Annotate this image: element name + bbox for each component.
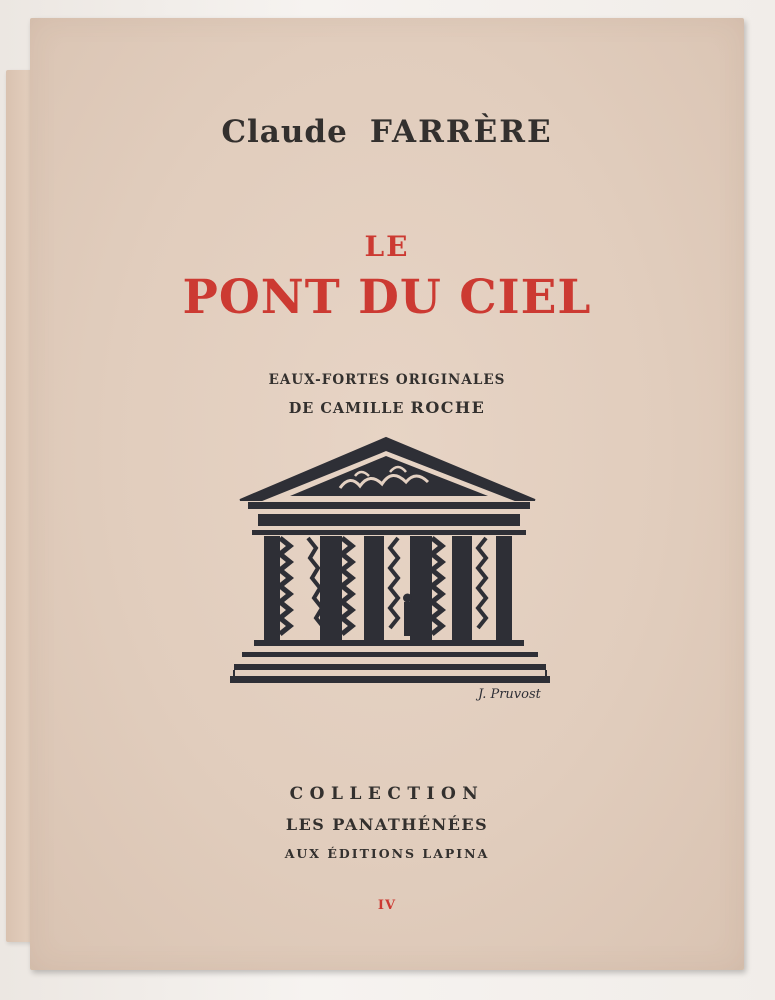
book-cover bbox=[30, 18, 744, 970]
title-article: LE bbox=[364, 230, 410, 263]
subtitle-line-1: EAUX-FORTES ORIGINALES bbox=[268, 372, 506, 388]
volume-number: IV bbox=[377, 898, 397, 913]
subtitle-prefix: DE CAMILLE bbox=[288, 400, 405, 417]
subtitle-line-2 bbox=[30, 398, 744, 417]
author-name bbox=[30, 114, 744, 150]
collection-name: LES PANATHÉNÉES bbox=[285, 815, 489, 834]
illustration-signature: J. Pruvost bbox=[478, 687, 541, 702]
publisher-line: AUX ÉDITIONS LAPINA bbox=[284, 846, 490, 861]
temple-illustration bbox=[230, 426, 570, 706]
book-title: PONT DU CIEL bbox=[182, 270, 592, 325]
author-first-name: Claude bbox=[221, 114, 348, 150]
collection-label: COLLECTION bbox=[289, 784, 485, 804]
illustrator-name: ROCHE bbox=[410, 398, 486, 417]
author-last-name: FARRÈRE bbox=[369, 114, 553, 150]
